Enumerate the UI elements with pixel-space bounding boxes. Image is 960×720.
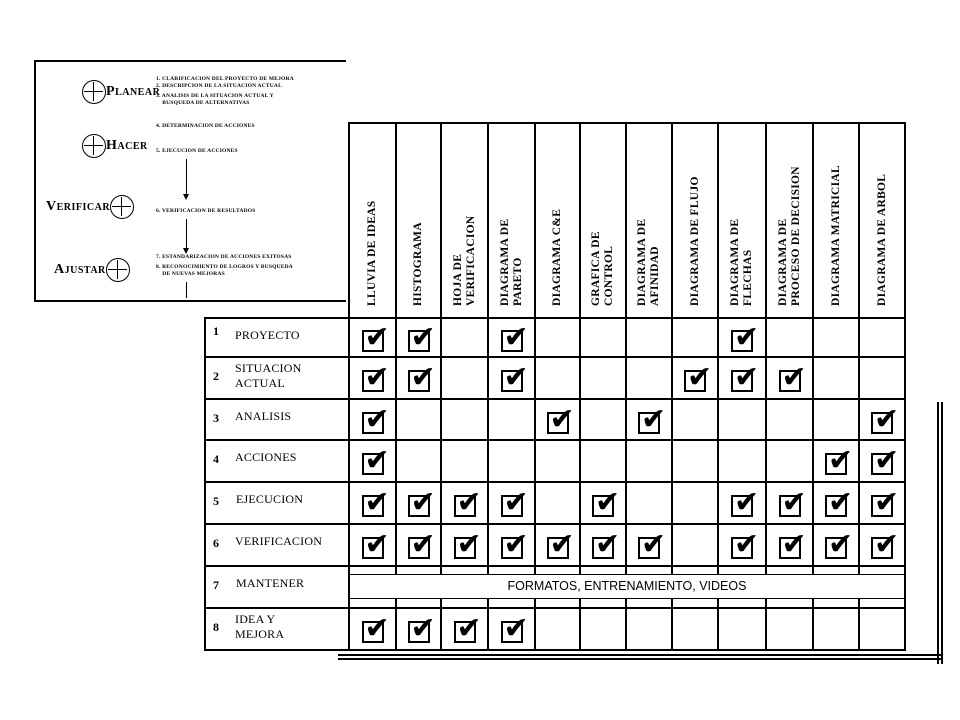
frame-line	[937, 402, 939, 664]
check-glyph: ✔	[828, 527, 854, 562]
check-mark-icon	[731, 485, 760, 520]
check-mark-icon	[871, 485, 900, 520]
check-mark-icon	[592, 485, 621, 520]
check-mark-icon	[362, 527, 390, 562]
grid-vline	[765, 123, 767, 650]
grid-vline	[579, 123, 581, 650]
check-glyph: ✔	[503, 527, 529, 562]
check-glyph: ✔	[874, 443, 900, 478]
column-header: DIAGRAMA C&E	[551, 208, 563, 306]
check-glyph: ✔	[410, 611, 436, 646]
row-label: MANTENER	[236, 576, 305, 590]
check-glyph: ✔	[595, 527, 621, 562]
check-mark-icon	[871, 401, 900, 437]
row-number: 4	[213, 452, 219, 466]
check-glyph: ✔	[503, 611, 529, 646]
check-glyph: ✔	[410, 485, 436, 520]
column-header: HOJA DE VERIFICACION	[451, 215, 477, 306]
grid-vline	[395, 123, 397, 650]
check-mark-icon	[454, 611, 482, 646]
check-glyph: ✔	[781, 360, 807, 395]
phase-act-initial: A	[54, 262, 65, 277]
step-3-cont: BUSQUEDA DE ALTERNATIVAS	[156, 100, 250, 106]
check-glyph: ✔	[364, 443, 390, 478]
step-3: 3. ANALISIS DE LA SITUACION ACTUAL Y	[156, 93, 274, 99]
check-mark-icon	[592, 527, 621, 562]
check-mark-icon	[638, 401, 667, 437]
band-formatos: FORMATOS, ENTRENAMIENTO, VIDEOS	[349, 574, 905, 599]
check-mark-icon	[362, 485, 390, 520]
check-mark-icon	[362, 319, 390, 355]
step-8-cont: DE NUEVAS MEJORAS	[156, 271, 225, 277]
row-label: ANALISIS	[235, 409, 292, 423]
check-glyph: ✔	[364, 401, 390, 437]
row-label: SITUACION ACTUAL	[235, 361, 302, 390]
check-mark-icon	[547, 401, 575, 437]
check-glyph: ✔	[734, 527, 760, 562]
grid-hline	[204, 356, 906, 358]
check-mark-icon	[779, 485, 807, 520]
row-number: 3	[213, 411, 219, 425]
phase-act-label: JUSTAR	[64, 264, 106, 276]
column-header: DIAGRAMA DE FLUJO	[688, 176, 701, 306]
check-glyph: ✔	[687, 360, 713, 395]
check-glyph: ✔	[456, 485, 482, 520]
check-mark-icon	[408, 527, 436, 562]
grid-hline	[204, 565, 906, 567]
check-glyph: ✔	[364, 319, 390, 355]
check-glyph: ✔	[874, 485, 900, 520]
check-mark-icon	[731, 360, 760, 395]
grid-vline	[487, 123, 489, 650]
check-mark-icon	[871, 527, 900, 562]
grid-vline	[812, 123, 814, 650]
check-mark-icon	[362, 611, 390, 646]
step-5: 5. EJECUCION DE ACCIONES	[156, 148, 238, 154]
check-glyph: ✔	[874, 401, 900, 437]
check-glyph: ✔	[410, 360, 436, 395]
check-mark-icon	[362, 443, 390, 478]
column-header: DIAGRAMA DE PROCESO DE DECISION	[776, 166, 802, 306]
grid-hline	[348, 122, 906, 124]
row-number: 5	[213, 494, 219, 508]
column-header: DIAGRAMA MATRICIAL	[829, 165, 842, 306]
row-label: PROYECTO	[235, 328, 300, 342]
check-mark-icon	[871, 443, 900, 478]
grid-vline	[534, 123, 536, 650]
grid-vline	[717, 123, 719, 650]
check-mark-icon	[501, 485, 529, 520]
check-glyph: ✔	[503, 360, 529, 395]
check-glyph: ✔	[549, 401, 575, 437]
check-glyph: ✔	[503, 485, 529, 520]
step-7: 7. ESTANDARIZACION DE ACCIONES EXITOSAS	[156, 254, 292, 260]
grid-hline	[204, 607, 906, 609]
grid-vline	[348, 123, 350, 650]
check-glyph: ✔	[364, 360, 390, 395]
check-glyph: ✔	[828, 485, 854, 520]
check-glyph: ✔	[595, 485, 621, 520]
step-6: 6. VERIFICACION DE RESULTADOS	[156, 208, 256, 214]
column-header: HISTOGRAMA	[412, 222, 424, 306]
grid-hline	[204, 317, 906, 319]
phase-check-initial: V	[46, 199, 57, 214]
grid-hline	[204, 649, 906, 651]
check-glyph: ✔	[456, 527, 482, 562]
check-glyph: ✔	[364, 485, 390, 520]
check-mark-icon	[408, 360, 436, 395]
step-2: 2. DESCRIPCION DE LA SITUACION ACTUAL	[156, 83, 282, 89]
check-mark-icon	[825, 485, 854, 520]
phase-check-label: ERIFICAR	[56, 201, 111, 213]
check-mark-icon	[362, 360, 390, 395]
check-glyph: ✔	[781, 485, 807, 520]
grid-vline	[858, 123, 860, 650]
row-label: IDEA Y MEJORA	[235, 612, 285, 641]
check-mark-icon	[454, 485, 482, 520]
row-label: EJECUCION	[236, 492, 304, 506]
check-glyph: ✔	[503, 319, 529, 355]
check-glyph: ✔	[410, 319, 436, 355]
check-mark-icon	[731, 319, 760, 355]
grid-hline	[204, 398, 906, 400]
phase-do-label: ACER	[117, 140, 148, 152]
phase-plan-label: LANEAR	[115, 86, 161, 98]
grid-vline	[204, 318, 206, 650]
step-8: 8. RECONOCIMIENTO DE LOGROS Y BUSQUEDA	[156, 264, 293, 270]
frame-line	[338, 654, 942, 656]
check-mark-icon	[825, 527, 854, 562]
check-mark-icon	[454, 527, 482, 562]
check-glyph: ✔	[456, 611, 482, 646]
check-mark-icon	[825, 443, 854, 478]
column-header: DIAGRAMA DE ARBOL	[875, 173, 888, 306]
check-mark-icon	[547, 527, 575, 562]
column-header: DIAGRAMA DE PARETO	[498, 218, 524, 306]
check-glyph: ✔	[410, 527, 436, 562]
column-header: DIAGRAMA DE FLECHAS	[729, 218, 754, 306]
check-glyph: ✔	[364, 527, 390, 562]
check-mark-icon	[779, 360, 807, 395]
grid-hline	[204, 439, 906, 441]
check-glyph: ✔	[641, 527, 667, 562]
column-header: DIAGRAMA DE AFINIDAD	[636, 218, 661, 306]
row-number: 6	[213, 536, 219, 550]
check-glyph: ✔	[734, 485, 760, 520]
check-mark-icon	[408, 319, 436, 355]
check-mark-icon	[779, 527, 807, 562]
check-mark-icon	[362, 401, 390, 437]
check-mark-icon	[501, 360, 529, 395]
check-glyph: ✔	[781, 527, 807, 562]
step-4: 4. DETERMINACION DE ACCIONES	[156, 123, 255, 129]
check-glyph: ✔	[641, 401, 667, 437]
column-header: LLUVIA DE IDEAS	[366, 200, 378, 306]
check-glyph: ✔	[549, 527, 575, 562]
check-mark-icon	[501, 527, 529, 562]
step-1: 1. CLARIFICACION DEL PROYECTO DE MEJORA	[156, 76, 294, 82]
grid-hline	[204, 481, 906, 483]
row-label: VERIFICACION	[235, 534, 323, 548]
check-mark-icon	[501, 611, 529, 646]
check-mark-icon	[408, 485, 436, 520]
grid-vline	[671, 123, 673, 650]
row-label: ACCIONES	[235, 450, 297, 464]
check-mark-icon	[638, 527, 667, 562]
grid-vline	[625, 123, 627, 650]
check-glyph: ✔	[734, 360, 760, 395]
grid-hline	[204, 523, 906, 525]
row-number: 2	[213, 369, 219, 383]
frame-line	[941, 402, 943, 664]
check-mark-icon	[408, 611, 436, 646]
phase-do-initial: H	[106, 138, 118, 153]
row-number: 7	[213, 578, 219, 592]
grid-vline	[440, 123, 442, 650]
column-header: GRAFICA DE CONTROL	[590, 231, 615, 306]
check-mark-icon	[684, 360, 713, 395]
phase-plan-initial: P	[106, 84, 116, 99]
check-glyph: ✔	[874, 527, 900, 562]
check-glyph: ✔	[364, 611, 390, 646]
frame-line	[338, 658, 942, 660]
grid-vline	[904, 123, 906, 650]
check-glyph: ✔	[734, 319, 760, 355]
row-number: 1	[213, 324, 219, 338]
check-glyph: ✔	[828, 443, 854, 478]
check-mark-icon	[501, 319, 529, 355]
row-number: 8	[213, 620, 219, 634]
check-mark-icon	[731, 527, 760, 562]
